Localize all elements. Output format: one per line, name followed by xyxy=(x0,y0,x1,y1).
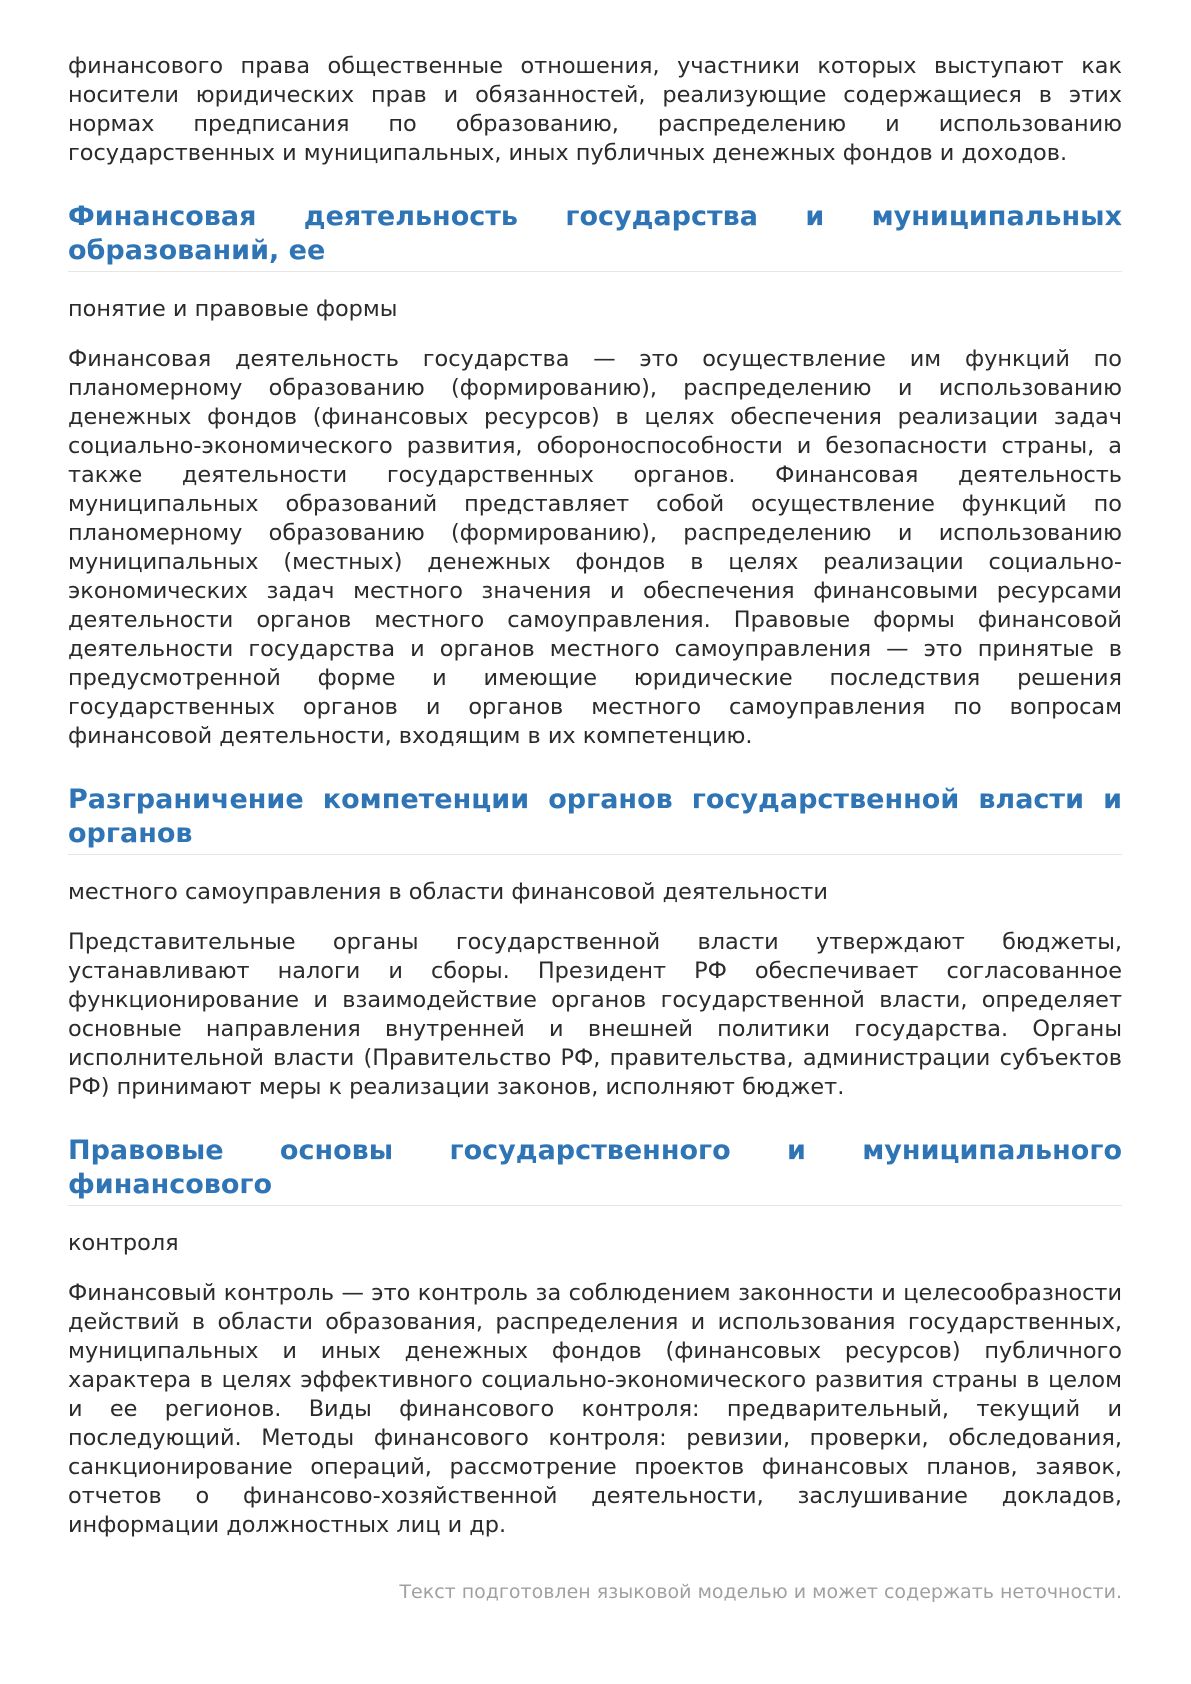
section-financial-activity xyxy=(68,200,1122,751)
section-competence-delimitation xyxy=(68,783,1122,1102)
section-subtitle: местного самоуправления в области финансовой деятельности xyxy=(68,879,828,905)
section-body: Представительные органы государственной власти утверждают бюджеты, устанавливают налоги и сборы. Президент РФ обеспечивает согласованное функционирование и взаимодействие органов государственной власти, определяет основные направления внутренней и внешней политики государства. Органы исполнительной власти (Правительство РФ, правительства, администрации субъектов РФ) принимают меры к реализации законов, исполняют бюджет. xyxy=(68,929,1122,1100)
section-body: Финансовая деятельность государства — это осуществление им функций по планомерному образованию (формированию), распределению и использованию денежных фондов (финансовых ресурсов) в целях обеспечения реализации задач социально-экономического развития, обороноспособности и безопасности страны, а также деятельности государственных органов. Финансовая деятельность муниципальных образований представляет собой осуществление функций по планомерному образованию (формированию), распределению и использованию муниципальных (местных) денежных фондов в целях реализации социально-экономических задач местного значения и обеспечения финансовыми ресурсами деятельности органов местного самоуправления. Правовые формы финансовой деятельности государства и органов местного самоуправления — это принятые в предусмотренной форме и имеющие юридические последствия решения государственных органов и органов местного самоуправления по вопросам финансовой деятельности, входящим в их компетенцию. xyxy=(68,346,1122,749)
section-subtitle: понятие и правовые формы xyxy=(68,296,398,322)
section-heading: Разграничение компетенции органов государственной власти и органов xyxy=(68,783,1122,855)
document-page xyxy=(68,52,1122,1604)
section-body: Финансовый контроль — это контроль за соблюдением законности и целесообразности действий в области образования, распределения и использования государственных, муниципальных и иных денежных фондов (финансовых ресурсов) публичного характера в целях эффективного социально-экономического развития страны в целом и ее регионов. Виды финансового контроля: предварительный, текущий и последующий. Методы финансового контроля: ревизии, проверки, обследования, санкционирование операций, рассмотрение проектов финансовых планов, заявок, отчетов о финансово-хозяйственной деятельности, заслушивание докладов, информации должностных лиц и др. xyxy=(68,1280,1122,1538)
section-subtitle: контроля xyxy=(68,1230,179,1256)
intro-paragraph: финансового права общественные отношения, участники которых выступают как носители юридических прав и обязанностей, реализующие содержащиеся в этих нормах предписания по образованию, распределению и использованию государственных и муниципальных, иных публичных денежных фондов и доходов. xyxy=(68,53,1122,166)
section-heading: Правовые основы государственного и муниципального финансового xyxy=(68,1134,1122,1206)
section-heading: Финансовая деятельность государства и муниципальных образований, ее xyxy=(68,200,1122,272)
disclaimer-note: Текст подготовлен языковой моделью и может содержать неточности. xyxy=(399,1581,1122,1603)
section-financial-control xyxy=(68,1134,1122,1540)
